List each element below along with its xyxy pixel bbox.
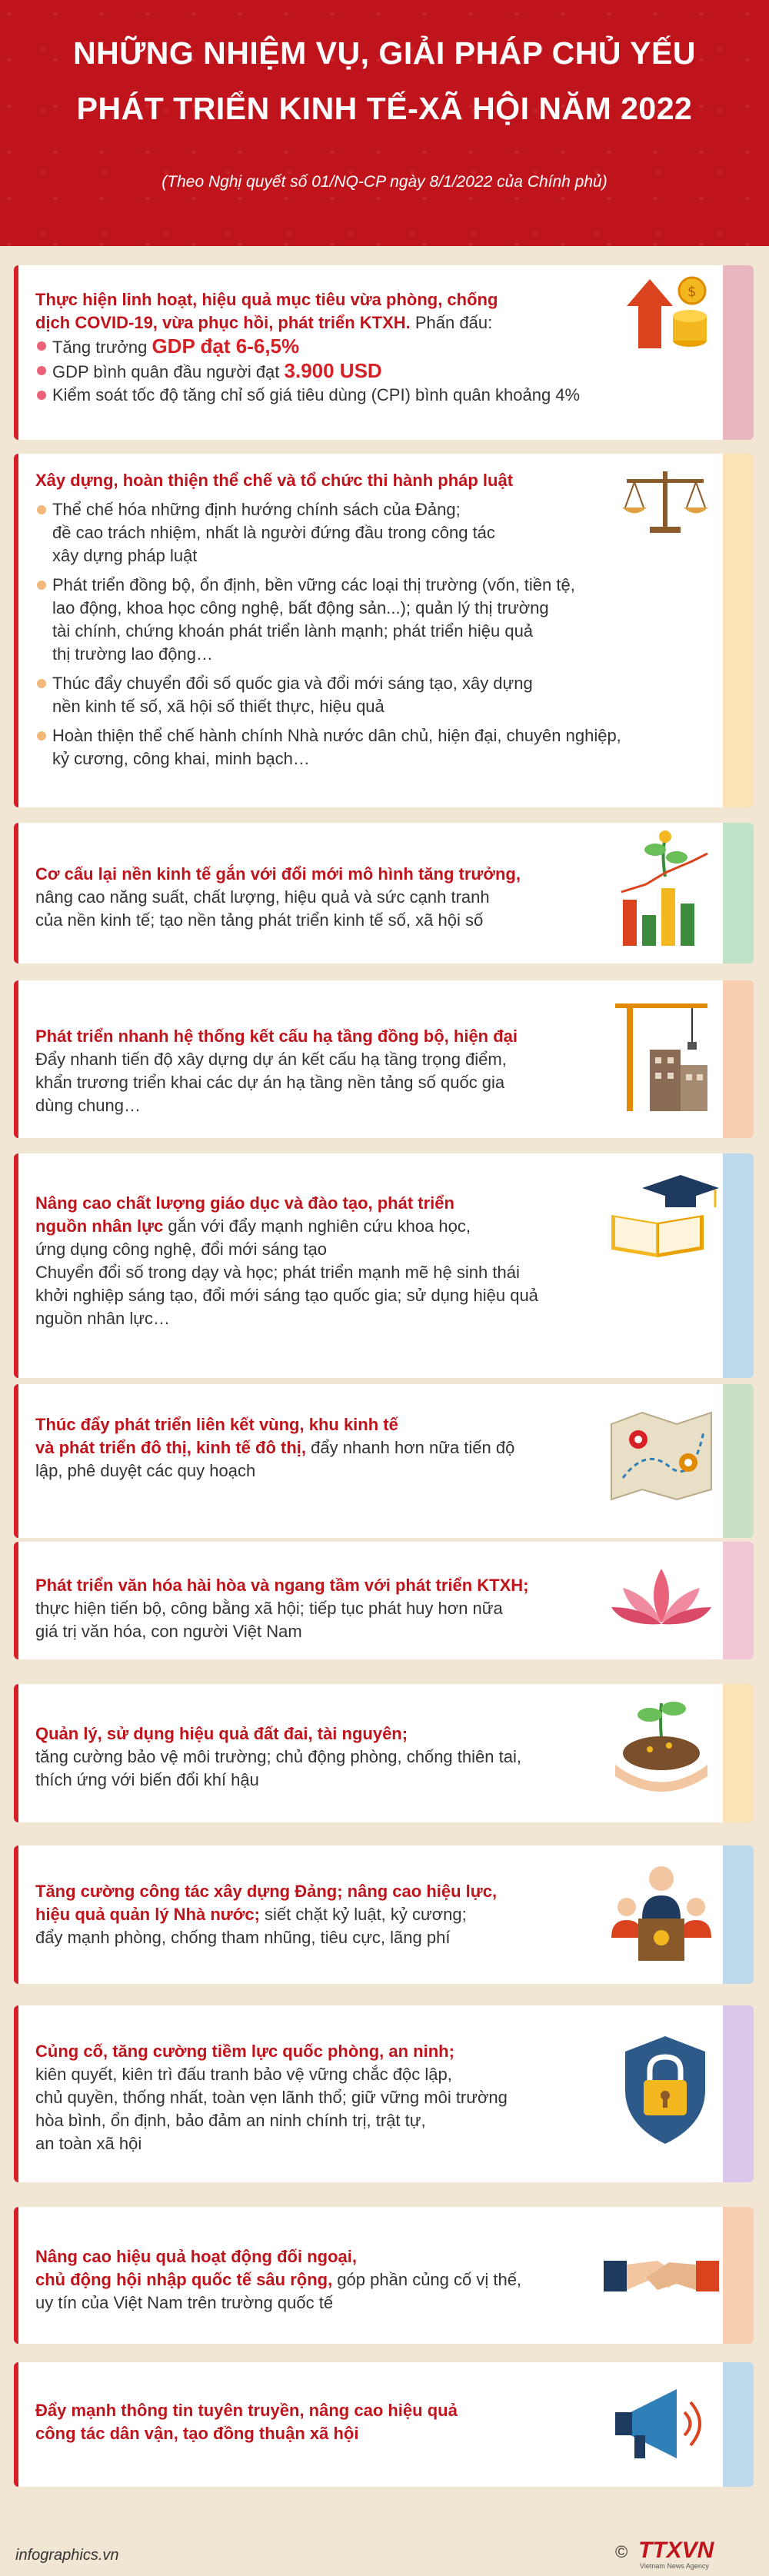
- ttxvn-logo: [615, 2538, 738, 2571]
- hand-plant-soil-icon: [608, 1692, 715, 1807]
- card-side-stripe: [723, 1845, 754, 1984]
- card-side-stripe: [723, 2207, 754, 2344]
- card-text: thị trường lao động…: [52, 644, 213, 664]
- card-institutions: [14, 454, 754, 807]
- list-item: [35, 574, 697, 666]
- card-text: an toàn xã hội: [35, 2134, 142, 2153]
- list-item: [35, 498, 697, 567]
- card-text: nâng cao năng suất, chất lượng, hiệu quả và sức cạnh tranh: [35, 887, 490, 907]
- card-text: Thúc đẩy chuyển đổi số quốc gia và đổi mới sáng tạo, xây dựng: [52, 674, 533, 693]
- card-heading: và phát triển đô thị, kinh tế đô thị,: [35, 1438, 306, 1457]
- graduation-book-icon: [604, 1169, 719, 1261]
- card-land-resources: [14, 1684, 754, 1822]
- card-text: Hoàn thiện thể chế hành chính Nhà nước dân chủ, hiện đại, chuyên nghiệp,: [52, 726, 621, 745]
- security-lock-shield-icon: [619, 2032, 711, 2148]
- page-title-line1: NHỮNG NHIỆM VỤ, GIẢI PHÁP CHỦ YẾU: [73, 35, 696, 71]
- card-text: Tăng trưởng: [52, 338, 152, 357]
- card-defense: [14, 2005, 754, 2182]
- list-item: [35, 724, 697, 770]
- card-side-stripe: [723, 980, 754, 1138]
- gdp-per-capita: 3.900 USD: [284, 359, 382, 382]
- card-text: kỷ cương, công khai, minh bạch…: [52, 749, 310, 768]
- card-side-stripe: [723, 823, 754, 964]
- money-plant-chart-icon: [615, 830, 715, 954]
- card-side-stripe: [723, 265, 754, 440]
- people-podium-icon: [608, 1857, 715, 1965]
- card-text: thích ứng với biến đổi khí hậu: [35, 1770, 259, 1789]
- card-text: khởi nghiệp sáng tạo, đổi mới sáng tạo quốc gia; sử dụng hiệu quả: [35, 1286, 538, 1305]
- card-text: thực hiện tiến bộ, công bằng xã hội; tiếp tục phát huy hơn nữa: [35, 1599, 503, 1618]
- card-text: của nền kinh tế; tạo nền tảng phát triển kinh tế số, xã hội số: [35, 910, 484, 930]
- scales-of-justice-icon: [619, 465, 711, 534]
- growth-arrow-coins-icon: [619, 271, 711, 356]
- card-text: xây dựng pháp luật: [52, 546, 198, 565]
- header-banner: [0, 0, 769, 246]
- card-infrastructure: [14, 980, 754, 1138]
- card-heading: Quản lý, sử dụng hiệu quả đất đai, tài nguyên;: [35, 1724, 408, 1743]
- card-heading: dịch COVID-19, vừa phục hồi, phát triển KTXH.: [35, 313, 411, 332]
- logo-text: TTXVN: [638, 2538, 714, 2563]
- card-restructure: [14, 823, 754, 964]
- lotus-flower-icon: [608, 1553, 715, 1646]
- card-education: [14, 1153, 754, 1378]
- card-text: uy tín của Việt Nam trên trường quốc tế: [35, 2293, 334, 2312]
- card-heading: Đẩy mạnh thông tin tuyên truyền, nâng cao hiệu quả: [35, 2401, 458, 2420]
- megaphone-icon: [608, 2378, 715, 2470]
- card-text: siết chặt kỷ luật, kỷ cương;: [259, 1905, 467, 1924]
- card-text: góp phần củng cố vị thế,: [332, 2270, 522, 2289]
- card-text: kiên quyết, kiên trì đấu tranh bảo vệ vững chắc độc lập,: [35, 2065, 452, 2084]
- card-side-stripe: [723, 2005, 754, 2182]
- svg-text:$: $: [687, 284, 697, 300]
- card-text: đẩy mạnh phòng, chống tham nhũng, tiêu cực, lãng phí: [35, 1928, 451, 1947]
- card-heading: Cơ cấu lại nền kinh tế gắn với đổi mới mô hình tăng trưởng,: [35, 864, 521, 884]
- list-item: [35, 359, 620, 384]
- gdp-target: GDP đạt 6-6,5%: [151, 334, 300, 358]
- footer-url[interactable]: infographics.vn: [15, 2547, 119, 2564]
- list-item: [35, 672, 697, 718]
- map-pins-icon: [608, 1401, 715, 1501]
- page-subtitle: (Theo Nghị quyết số 01/NQ-CP ngày 8/1/2022 của Chính phủ): [161, 173, 608, 191]
- handshake-icon: [604, 2238, 719, 2315]
- card-heading: Phát triển văn hóa hài hòa và ngang tầm với phát triển KTXH;: [35, 1576, 529, 1595]
- list-item: [35, 384, 727, 407]
- card-heading: chủ động hội nhập quốc tế sâu rộng,: [35, 2270, 333, 2289]
- card-text: giá trị văn hóa, con người Việt Nam: [35, 1622, 302, 1641]
- logo-subtext: Vietnam News Agency: [640, 2562, 709, 2570]
- card-foreign-affairs: [14, 2207, 754, 2344]
- card-text: tăng cường bảo vệ môi trường; chủ động phòng, chống thiên tai,: [35, 1747, 521, 1766]
- card-heading: Thúc đẩy phát triển liên kết vùng, khu kinh tế: [35, 1415, 398, 1434]
- card-text: hòa bình, ổn định, bảo đảm an ninh chính trị, trật tự,: [35, 2111, 426, 2130]
- card-heading: Xây dựng, hoàn thiện thể chế và tổ chức thi hành pháp luật: [35, 471, 514, 490]
- card-text: ứng dụng công nghệ, đổi mới sáng tạo: [35, 1240, 327, 1259]
- copyright-symbol: ©: [615, 2542, 628, 2561]
- card-growth: [14, 265, 754, 440]
- card-text: gắn với đẩy mạnh nghiên cứu khoa học,: [163, 1216, 471, 1236]
- card-side-stripe: [723, 2362, 754, 2487]
- card-party-building: [14, 1845, 754, 1984]
- card-text: tài chính, chứng khoán phát triển lành mạnh; phát triển hiệu quả: [52, 621, 534, 641]
- card-heading: Phát triển nhanh hệ thống kết cấu hạ tầng đồng bộ, hiện đại: [35, 1027, 518, 1046]
- page-title-line2: PHÁT TRIỂN KINH TẾ-XÃ HỘI NĂM 2022: [76, 91, 693, 126]
- card-side-stripe: [723, 1542, 754, 1659]
- card-side-stripe: [723, 1684, 754, 1822]
- card-heading: Thực hiện linh hoạt, hiệu quả mục tiêu vừa phòng, chống: [35, 290, 498, 309]
- card-heading: Nâng cao chất lượng giáo dục và đào tạo, phát triển: [35, 1193, 454, 1213]
- card-text: Chuyển đổi số trong dạy và học; phát triển mạnh mẽ hệ sinh thái: [35, 1263, 520, 1282]
- card-side-stripe: [723, 1384, 754, 1538]
- card-heading: công tác dân vận, tạo đồng thuận xã hội: [35, 2424, 359, 2443]
- card-heading: nguồn nhân lực: [35, 1216, 164, 1236]
- card-text: chủ quyền, thống nhất, toàn vẹn lãnh thổ; giữ vững môi trường: [35, 2088, 508, 2107]
- card-text: lập, phê duyệt các quy hoạch: [35, 1461, 256, 1480]
- card-heading: hiệu quả quản lý Nhà nước;: [35, 1905, 260, 1924]
- card-text: khẩn trương triển khai các dự án hạ tầng nền tảng số quốc gia: [35, 1073, 505, 1092]
- list-item: [35, 334, 620, 359]
- card-text: dùng chung…: [35, 1096, 141, 1115]
- card-heading: Nâng cao hiệu quả hoạt động đối ngoại,: [35, 2247, 357, 2266]
- card-regional: [14, 1384, 754, 1538]
- card-heading: Tăng cường công tác xây dựng Đảng; nâng cao hiệu lực,: [35, 1882, 498, 1901]
- card-text: đẩy nhanh hơn nữa tiến độ: [306, 1438, 515, 1457]
- card-text: Thể chế hóa những định hướng chính sách của Đảng;: [52, 500, 461, 519]
- card-text: GDP bình quân đầu người đạt: [52, 362, 285, 381]
- card-text: đề cao trách nhiệm, nhất là người đứng đầu trong công tác: [52, 523, 495, 542]
- footer: [0, 2530, 769, 2576]
- card-text: Phát triển đồng bộ, ổn định, bền vững các loại thị trường (vốn, tiền tệ,: [52, 575, 575, 594]
- card-culture: [14, 1542, 754, 1659]
- card-text: Đẩy nhanh tiến độ xây dựng dự án kết cấu hạ tầng trọng điểm,: [35, 1050, 507, 1069]
- construction-crane-icon: [608, 988, 715, 1119]
- card-text: nền kinh tế số, xã hội số thiết thực, hiệu quả: [52, 697, 384, 716]
- card-text: Phấn đấu:: [410, 313, 493, 332]
- card-heading: Củng cố, tăng cường tiềm lực quốc phòng, an ninh;: [35, 2042, 454, 2061]
- card-text: nguồn nhân lực…: [35, 1309, 170, 1328]
- card-text: Kiểm soát tốc độ tăng chỉ số giá tiêu dùng (CPI) bình quân khoảng 4%: [52, 385, 581, 404]
- card-propaganda: [14, 2362, 754, 2487]
- card-text: lao động, khoa học công nghệ, bất động sản...); quản lý thị trường: [52, 598, 549, 617]
- card-side-stripe: [723, 1153, 754, 1378]
- card-side-stripe: [723, 454, 754, 807]
